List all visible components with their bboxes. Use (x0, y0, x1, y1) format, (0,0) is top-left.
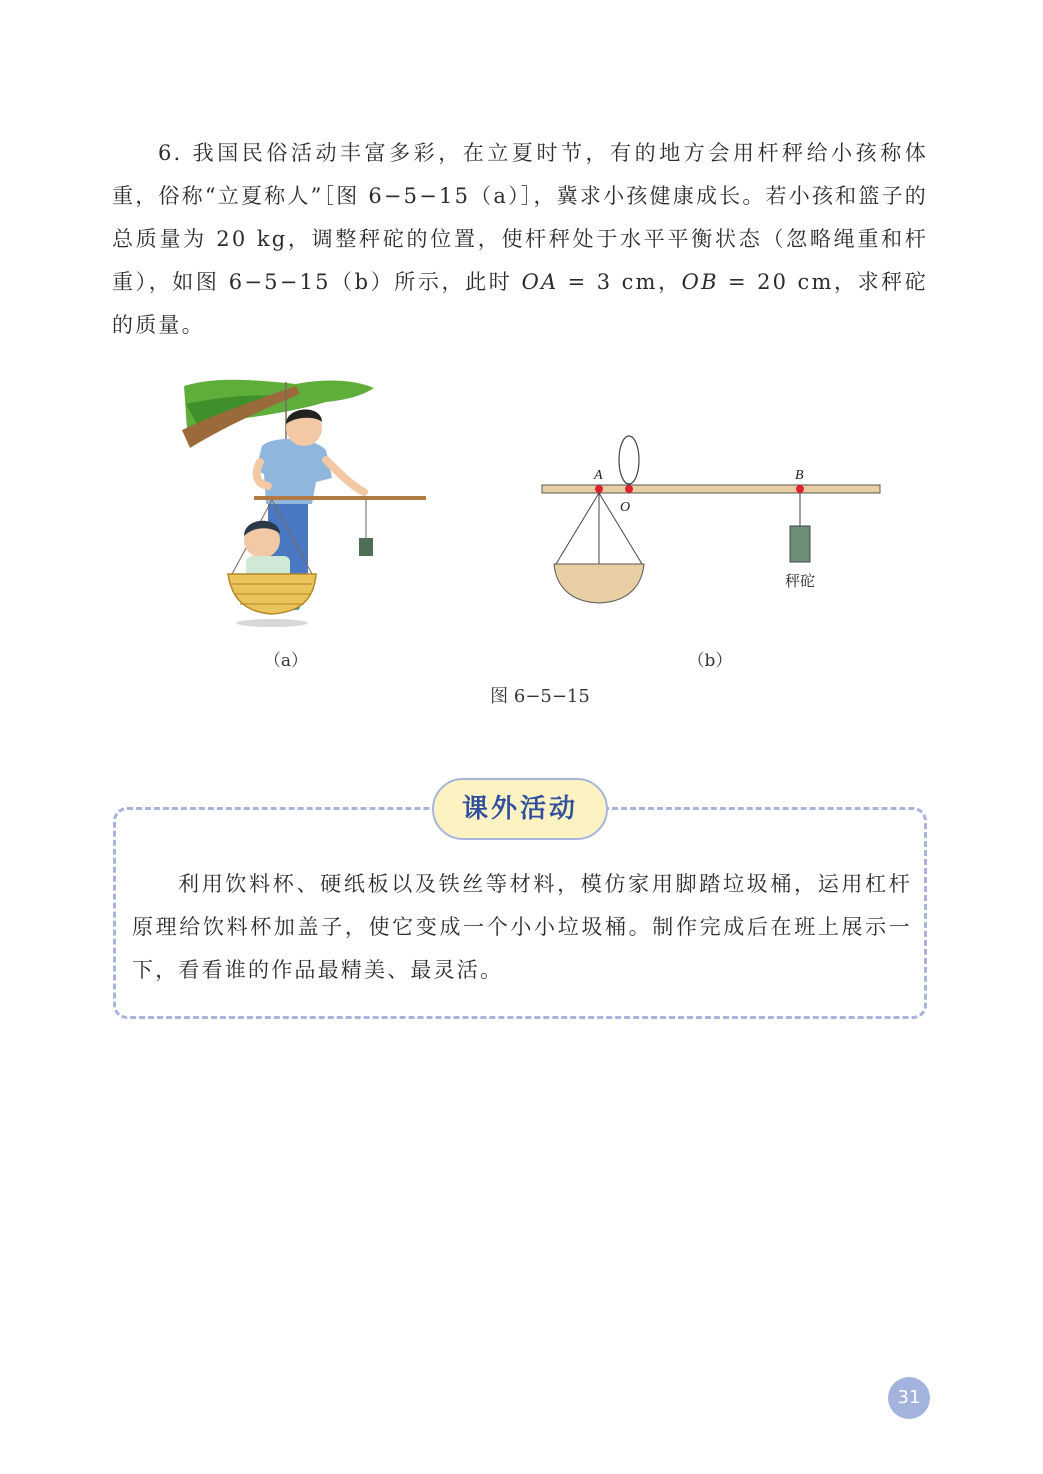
problem-6 (112, 132, 928, 347)
weight (359, 538, 373, 556)
point-a (595, 485, 603, 493)
figure-b-schematic (536, 432, 886, 612)
hanging-loop (619, 436, 639, 484)
basket-rope-left (556, 493, 599, 564)
activity-title: 课外活动 (432, 778, 608, 840)
figure-caption: 图 6−5−15 (490, 686, 590, 707)
label-o: O (620, 500, 631, 515)
oa-symbol: OA (521, 270, 559, 294)
point-b (796, 485, 804, 493)
problem-body: 我国民俗活动丰富多彩，在立夏时节，有的地方会用杆秤给小孩称体重，俗称“立夏称人”［图 6−5−15（a）］，冀求小孩健康成长。若小孩和篮子的总质量为 20 kg，调整秤砣的位置，使杆秤处于水平平衡状态（忽略绳重和杆重），如图 6−5−15（b）所示，此时 (112, 141, 928, 294)
label-a: A (594, 468, 603, 483)
figure-a-illustration (176, 374, 430, 634)
page-number: 31 (888, 1377, 930, 1419)
activity-text (132, 863, 912, 992)
problem-text (112, 132, 928, 347)
ob-value: = 20 cm，求秤砣的质量。 (112, 270, 928, 337)
weight-label: 秤砣 (784, 572, 816, 590)
problem-number: 6. (158, 141, 183, 165)
label-b: B (795, 468, 804, 483)
oa-value: = 3 cm， (558, 270, 682, 294)
man-arm (326, 460, 364, 492)
caption-b: （b） (687, 651, 733, 671)
weight (790, 526, 810, 562)
steelyard-beam (254, 496, 426, 500)
man-shirt (256, 439, 332, 504)
caption-a: （a） (263, 651, 309, 671)
basket (554, 564, 644, 603)
point-o (625, 485, 633, 493)
shadow (236, 619, 308, 627)
lever-bar (542, 485, 880, 493)
ob-symbol: OB (681, 270, 719, 294)
activity-paragraph: 利用饮料杯、硬纸板以及铁丝等材料，模仿家用脚踏垃圾桶，运用杠杆原理给饮料杯加盖子，使它变成一个小小垃圾桶。制作完成后在班上展示一下，看看谁的作品最精美、最灵活。 (132, 872, 912, 982)
